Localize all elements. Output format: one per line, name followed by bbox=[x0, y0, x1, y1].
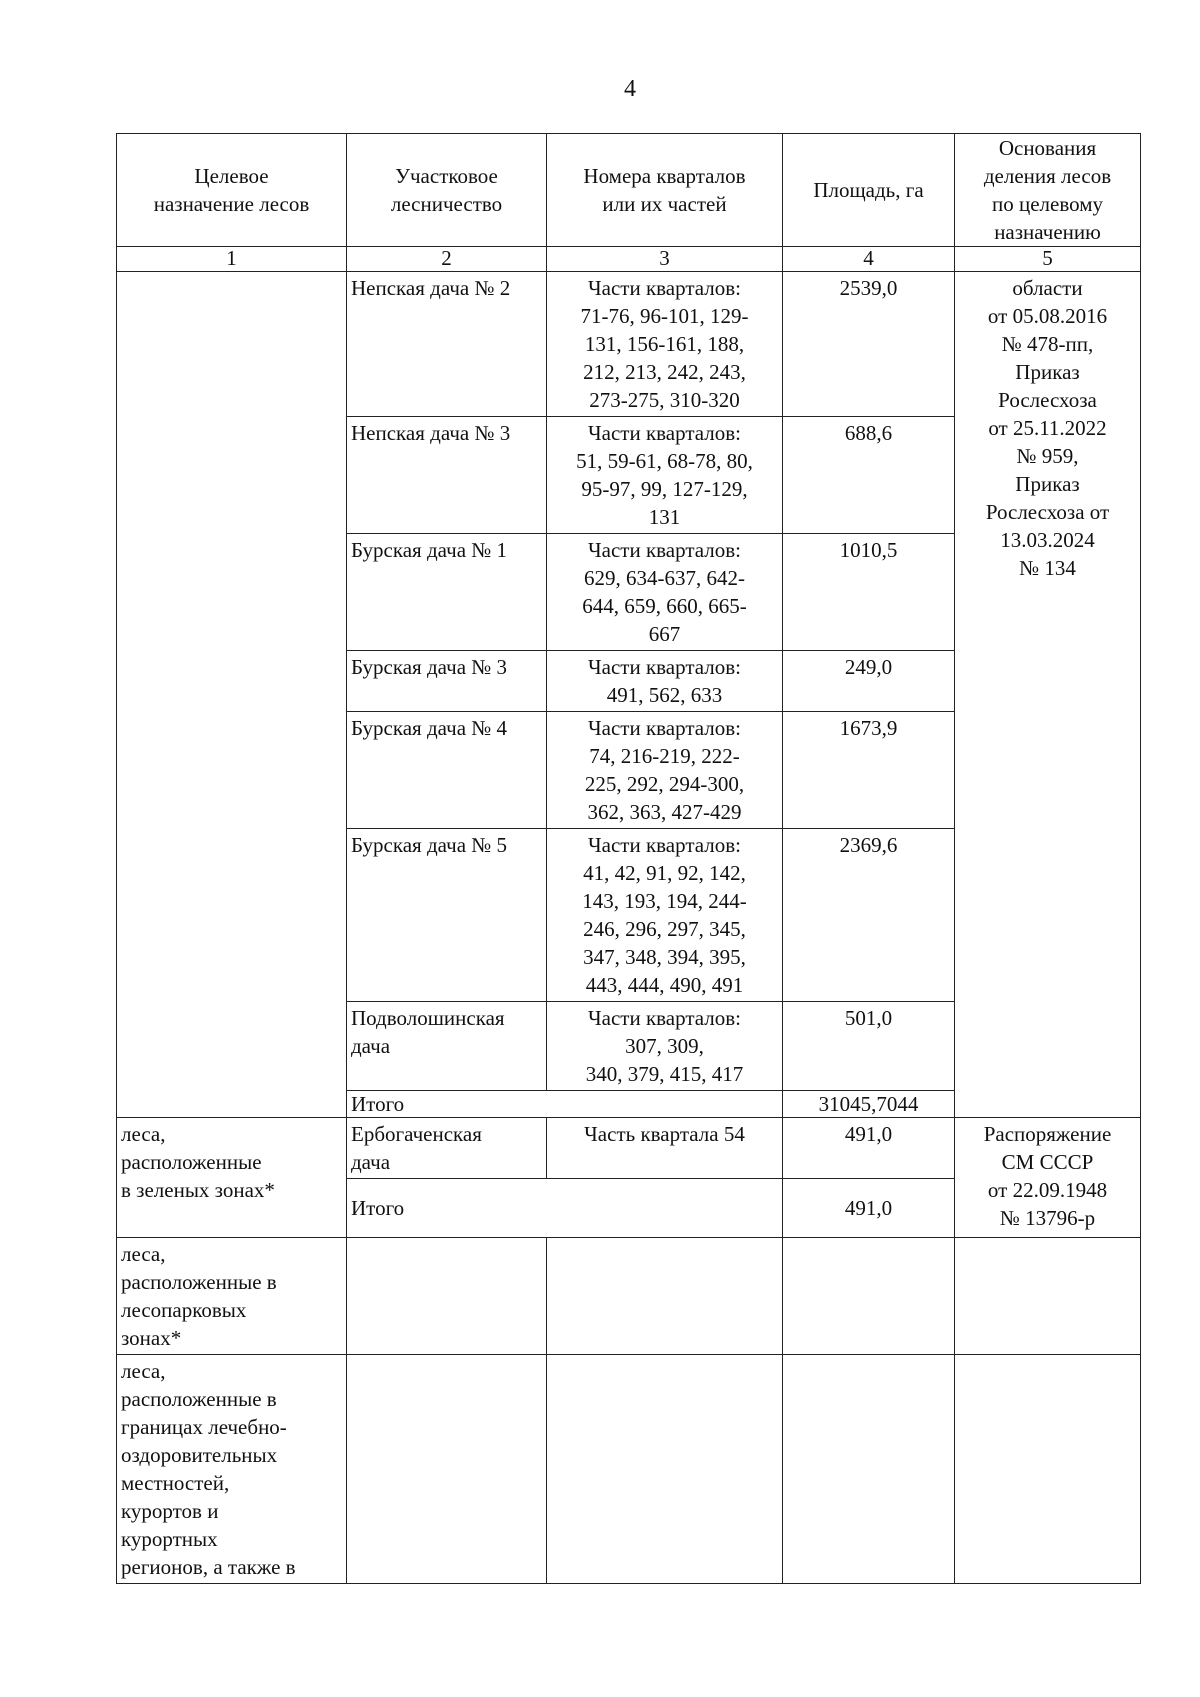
area-cell-empty bbox=[783, 1355, 955, 1584]
quarters-cell-empty bbox=[547, 1238, 783, 1355]
area-cell: 491,0 bbox=[783, 1118, 955, 1179]
total-label: Итого bbox=[347, 1091, 783, 1118]
quarters-cell: Часть квартала 54 bbox=[547, 1118, 783, 1179]
table-row bbox=[117, 272, 1141, 417]
column-number: 1 bbox=[117, 247, 347, 272]
district-cell: Ербогаченская дача bbox=[347, 1118, 547, 1179]
total-area: 31045,7044 bbox=[783, 1091, 955, 1118]
quarters-cell: Части кварталов: 74, 216-219, 222- 225, 292, 294-300, 362, 363, 427-429 bbox=[547, 712, 783, 829]
area-cell-empty bbox=[783, 1238, 955, 1355]
quarters-cell: Части кварталов: 491, 562, 633 bbox=[547, 651, 783, 712]
header-quarters: Номера кварталов или их частей bbox=[547, 134, 783, 247]
area-cell: 2539,0 bbox=[783, 272, 955, 417]
area-cell: 2369,6 bbox=[783, 829, 955, 1002]
header-purpose: Целевое назначение лесов bbox=[117, 134, 347, 247]
district-cell-empty bbox=[347, 1355, 547, 1584]
column-number: 5 bbox=[955, 247, 1141, 272]
total-area: 491,0 bbox=[783, 1179, 955, 1238]
quarters-cell-empty bbox=[547, 1355, 783, 1584]
purpose-cell-empty bbox=[117, 272, 347, 1118]
district-cell: Бурская дача № 3 bbox=[347, 651, 547, 712]
area-cell: 1010,5 bbox=[783, 534, 955, 651]
area-cell: 1673,9 bbox=[783, 712, 955, 829]
table-row bbox=[117, 1118, 1141, 1179]
purpose-cell: леса, расположенные в лесопарковых зонах* bbox=[117, 1238, 347, 1355]
district-cell: Бурская дача № 1 bbox=[347, 534, 547, 651]
table-header-row bbox=[117, 134, 1141, 247]
header-district: Участковое лесничество bbox=[347, 134, 547, 247]
district-cell: Непская дача № 3 bbox=[347, 417, 547, 534]
header-basis: Основания деления лесов по целевому назначению bbox=[955, 134, 1141, 247]
header-area: Площадь, га bbox=[783, 134, 955, 247]
total-label: Итого bbox=[347, 1179, 783, 1238]
quarters-cell: Части кварталов: 51, 59-61, 68-78, 80, 95-97, 99, 127-129, 131 bbox=[547, 417, 783, 534]
column-number: 4 bbox=[783, 247, 955, 272]
purpose-cell: леса, расположенные в зеленых зонах* bbox=[117, 1118, 347, 1238]
area-cell: 501,0 bbox=[783, 1002, 955, 1091]
area-cell: 249,0 bbox=[783, 651, 955, 712]
district-cell: Бурская дача № 5 bbox=[347, 829, 547, 1002]
table-row bbox=[117, 1355, 1141, 1584]
district-cell: Подволошинская дача bbox=[347, 1002, 547, 1091]
district-cell-empty bbox=[347, 1238, 547, 1355]
table-row bbox=[117, 1238, 1141, 1355]
page-number: 4 bbox=[624, 76, 636, 102]
column-number-row bbox=[117, 247, 1141, 272]
column-number: 3 bbox=[547, 247, 783, 272]
forest-purpose-table bbox=[116, 133, 1141, 1584]
district-cell: Бурская дача № 4 bbox=[347, 712, 547, 829]
basis-cell: области от 05.08.2016 № 478-пп, Приказ Рослесхоза от 25.11.2022 № 959, Приказ Рослесхоза от 13.03.2024 № 134 bbox=[955, 272, 1141, 1118]
column-number: 2 bbox=[347, 247, 547, 272]
quarters-cell: Части кварталов: 71-76, 96-101, 129- 131, 156-161, 188, 212, 213, 242, 243, 273-275, 310-320 bbox=[547, 272, 783, 417]
quarters-cell: Части кварталов: 307, 309, 340, 379, 415, 417 bbox=[547, 1002, 783, 1091]
quarters-cell: Части кварталов: 41, 42, 91, 92, 142, 143, 193, 194, 244- 246, 296, 297, 345, 347, 348, 394, 395, 443, 444, 490, 491 bbox=[547, 829, 783, 1002]
area-cell: 688,6 bbox=[783, 417, 955, 534]
purpose-cell: леса, расположенные в границах лечебно- оздоровительных местностей, курортов и курортных регионов, а также в bbox=[117, 1355, 347, 1584]
quarters-cell: Части кварталов: 629, 634-637, 642- 644, 659, 660, 665- 667 bbox=[547, 534, 783, 651]
basis-cell-empty bbox=[955, 1238, 1141, 1355]
basis-cell: Распоряжение СМ СССР от 22.09.1948 № 13796-р bbox=[955, 1118, 1141, 1238]
basis-cell-empty bbox=[955, 1355, 1141, 1584]
district-cell: Непская дача № 2 bbox=[347, 272, 547, 417]
